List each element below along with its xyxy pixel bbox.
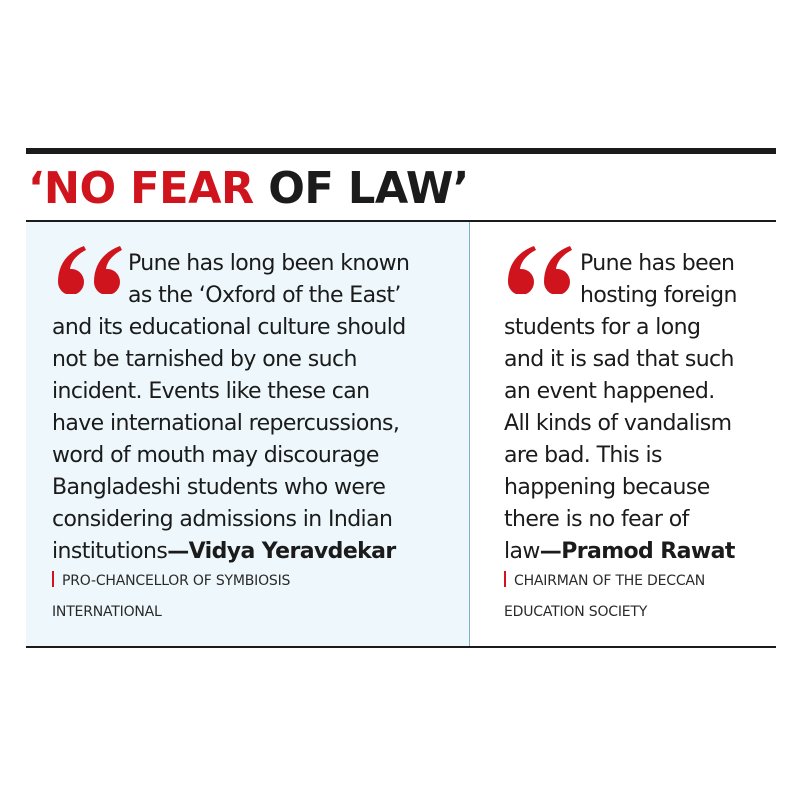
credit-bar [52, 571, 54, 587]
quote-line: are bad. This is [504, 443, 662, 468]
quote-text [504, 248, 737, 568]
quote-line: an event happened. [504, 379, 715, 404]
quote-text [52, 248, 409, 568]
credit-line: PRO-CHANCELLOR OF SYMBIOSIS [62, 573, 291, 589]
quote-line: incident. Events like these can [52, 379, 370, 404]
quote-line: happening because [504, 475, 710, 500]
quote-attribution: —Pramod Rawat [539, 539, 735, 564]
quote-line: considering admissions in Indian [52, 507, 393, 532]
quote-line: Pune has been [580, 251, 735, 276]
quote-line: and it is sad that such [504, 347, 734, 372]
headline-red-part: ‘NO FEAR [28, 163, 254, 214]
quote-line: students for a long [504, 315, 701, 340]
quote-line: have international repercussions, [52, 411, 400, 436]
speaker-credit [52, 566, 290, 628]
quote-line: law [504, 539, 540, 564]
quote-line: word of mouth may discourage [52, 443, 379, 468]
headline-dark-part: OF LAW’ [253, 163, 469, 214]
speaker-credit [504, 566, 705, 628]
quote-attribution: —Vidya Yeravdekar [167, 539, 396, 564]
quote-line: All kinds of vandalism [504, 411, 732, 436]
credit-line: CHAIRMAN OF THE DECCAN [514, 573, 706, 589]
quote-panel-rawat [470, 222, 776, 646]
quote-line: and its educational culture should [52, 315, 406, 340]
quote-line: as the ‘Oxford of the East’ [128, 283, 401, 308]
headline [28, 158, 469, 220]
quote-line: institutions [52, 539, 168, 564]
credit-line: EDUCATION SOCIETY [504, 604, 648, 620]
news-graphic [26, 148, 776, 650]
top-rule [26, 148, 776, 154]
quote-line: hosting foreign [580, 283, 737, 308]
quote-line: Bangladeshi students who were [52, 475, 386, 500]
quote-line: not be tarnished by one such [52, 347, 357, 372]
quote-line: Pune has long been known [128, 251, 410, 276]
quote-panel-yeravdekar [26, 222, 470, 646]
credit-bar [504, 571, 506, 587]
bottom-rule [26, 646, 776, 648]
quote-line: there is no fear of [504, 507, 689, 532]
credit-line: INTERNATIONAL [52, 604, 162, 620]
